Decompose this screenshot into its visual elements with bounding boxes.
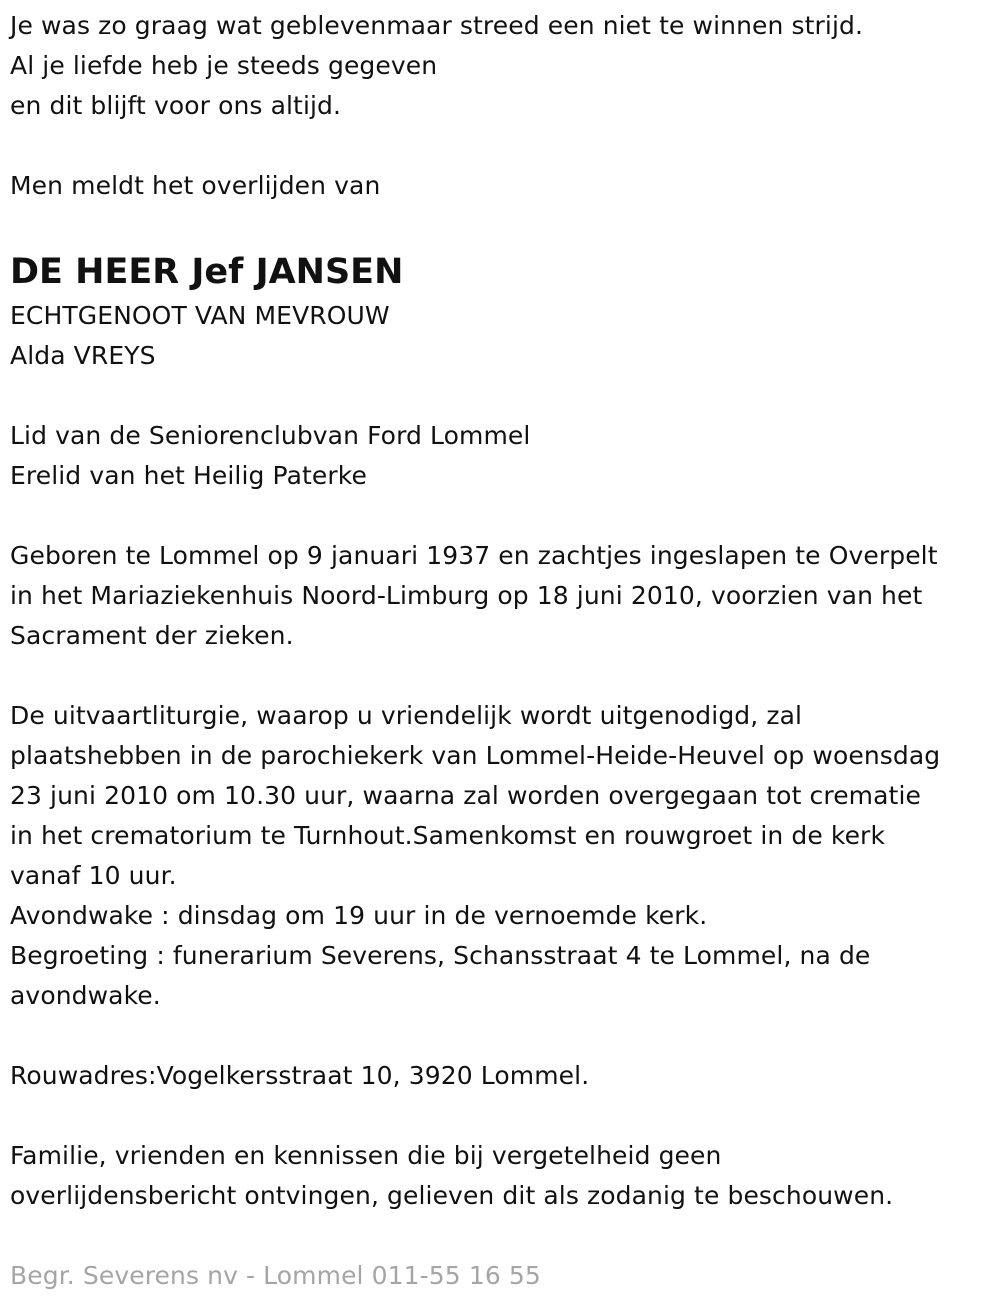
- closing-paragraph: [10, 1136, 990, 1216]
- spacer: [10, 376, 990, 416]
- paragraph-line: in het Mariaziekenhuis Noord-Limburg op 18 juni 2010, voorzien van het: [10, 581, 923, 610]
- membership-line: Lid van de Seniorenclubvan Ford Lommel: [10, 421, 531, 450]
- birth-death-paragraph: [10, 536, 990, 656]
- spacer: [10, 1216, 990, 1256]
- poem: [10, 6, 990, 126]
- spacer: [10, 496, 990, 536]
- paragraph-line: avondwake.: [10, 981, 161, 1010]
- memberships: [10, 416, 990, 496]
- paragraph-line: Geboren te Lommel op 9 januari 1937 en zachtjes ingeslapen te Overpelt: [10, 541, 938, 570]
- paragraph-line: in het crematorium te Turnhout.Samenkomst en rouwgroet in de kerk: [10, 821, 886, 850]
- paragraph-line: Sacrament der zieken.: [10, 621, 294, 650]
- spacer: [10, 1016, 990, 1056]
- paragraph-line: 23 juni 2010 om 10.30 uur, waarna zal worden overgegaan tot crematie: [10, 781, 921, 810]
- spacer: [10, 206, 990, 246]
- poem-line: Je was zo graag wat geblevenmaar streed een niet te winnen strijd.: [10, 11, 864, 40]
- spouse-title: ECHTGENOOT VAN MEVROUW: [10, 301, 390, 330]
- poem-line: en dit blijft voor ons altijd.: [10, 91, 342, 120]
- poem-line: Al je liefde heb je steeds gegeven: [10, 51, 438, 80]
- mourning-address: Rouwadres:Vogelkersstraat 10, 3920 Lommel.: [10, 1061, 590, 1090]
- spacer: [10, 1096, 990, 1136]
- deceased-block: [10, 248, 990, 376]
- spouse-name: Alda VREYS: [10, 341, 156, 370]
- paragraph-line: Avondwake : dinsdag om 19 uur in de vernoemde kerk.: [10, 901, 708, 930]
- spacer: [10, 656, 990, 696]
- paragraph-line: plaatshebben in de parochiekerk van Lommel-Heide-Heuvel op woensdag: [10, 741, 941, 770]
- intro-text: Men meldt het overlijden van: [10, 171, 381, 200]
- paragraph-line: Familie, vrienden en kennissen die bij vergetelheid geen: [10, 1141, 722, 1170]
- spacer: [10, 126, 990, 166]
- paragraph-line: Begroeting : funerarium Severens, Schansstraat 4 te Lommel, na de: [10, 941, 871, 970]
- paragraph-line: De uitvaartliturgie, waarop u vriendelijk wordt uitgenodigd, zal: [10, 701, 803, 730]
- deceased-name: DE HEER Jef JANSEN: [10, 252, 404, 292]
- paragraph-line: overlijdensbericht ontvingen, gelieven dit als zodanig te beschouwen.: [10, 1181, 894, 1210]
- undertaker-footer: Begr. Severens nv - Lommel 011-55 16 55: [10, 1261, 541, 1290]
- funeral-paragraph: [10, 696, 990, 1016]
- membership-line: Erelid van het Heilig Paterke: [10, 461, 367, 490]
- paragraph-line: vanaf 10 uur.: [10, 861, 177, 890]
